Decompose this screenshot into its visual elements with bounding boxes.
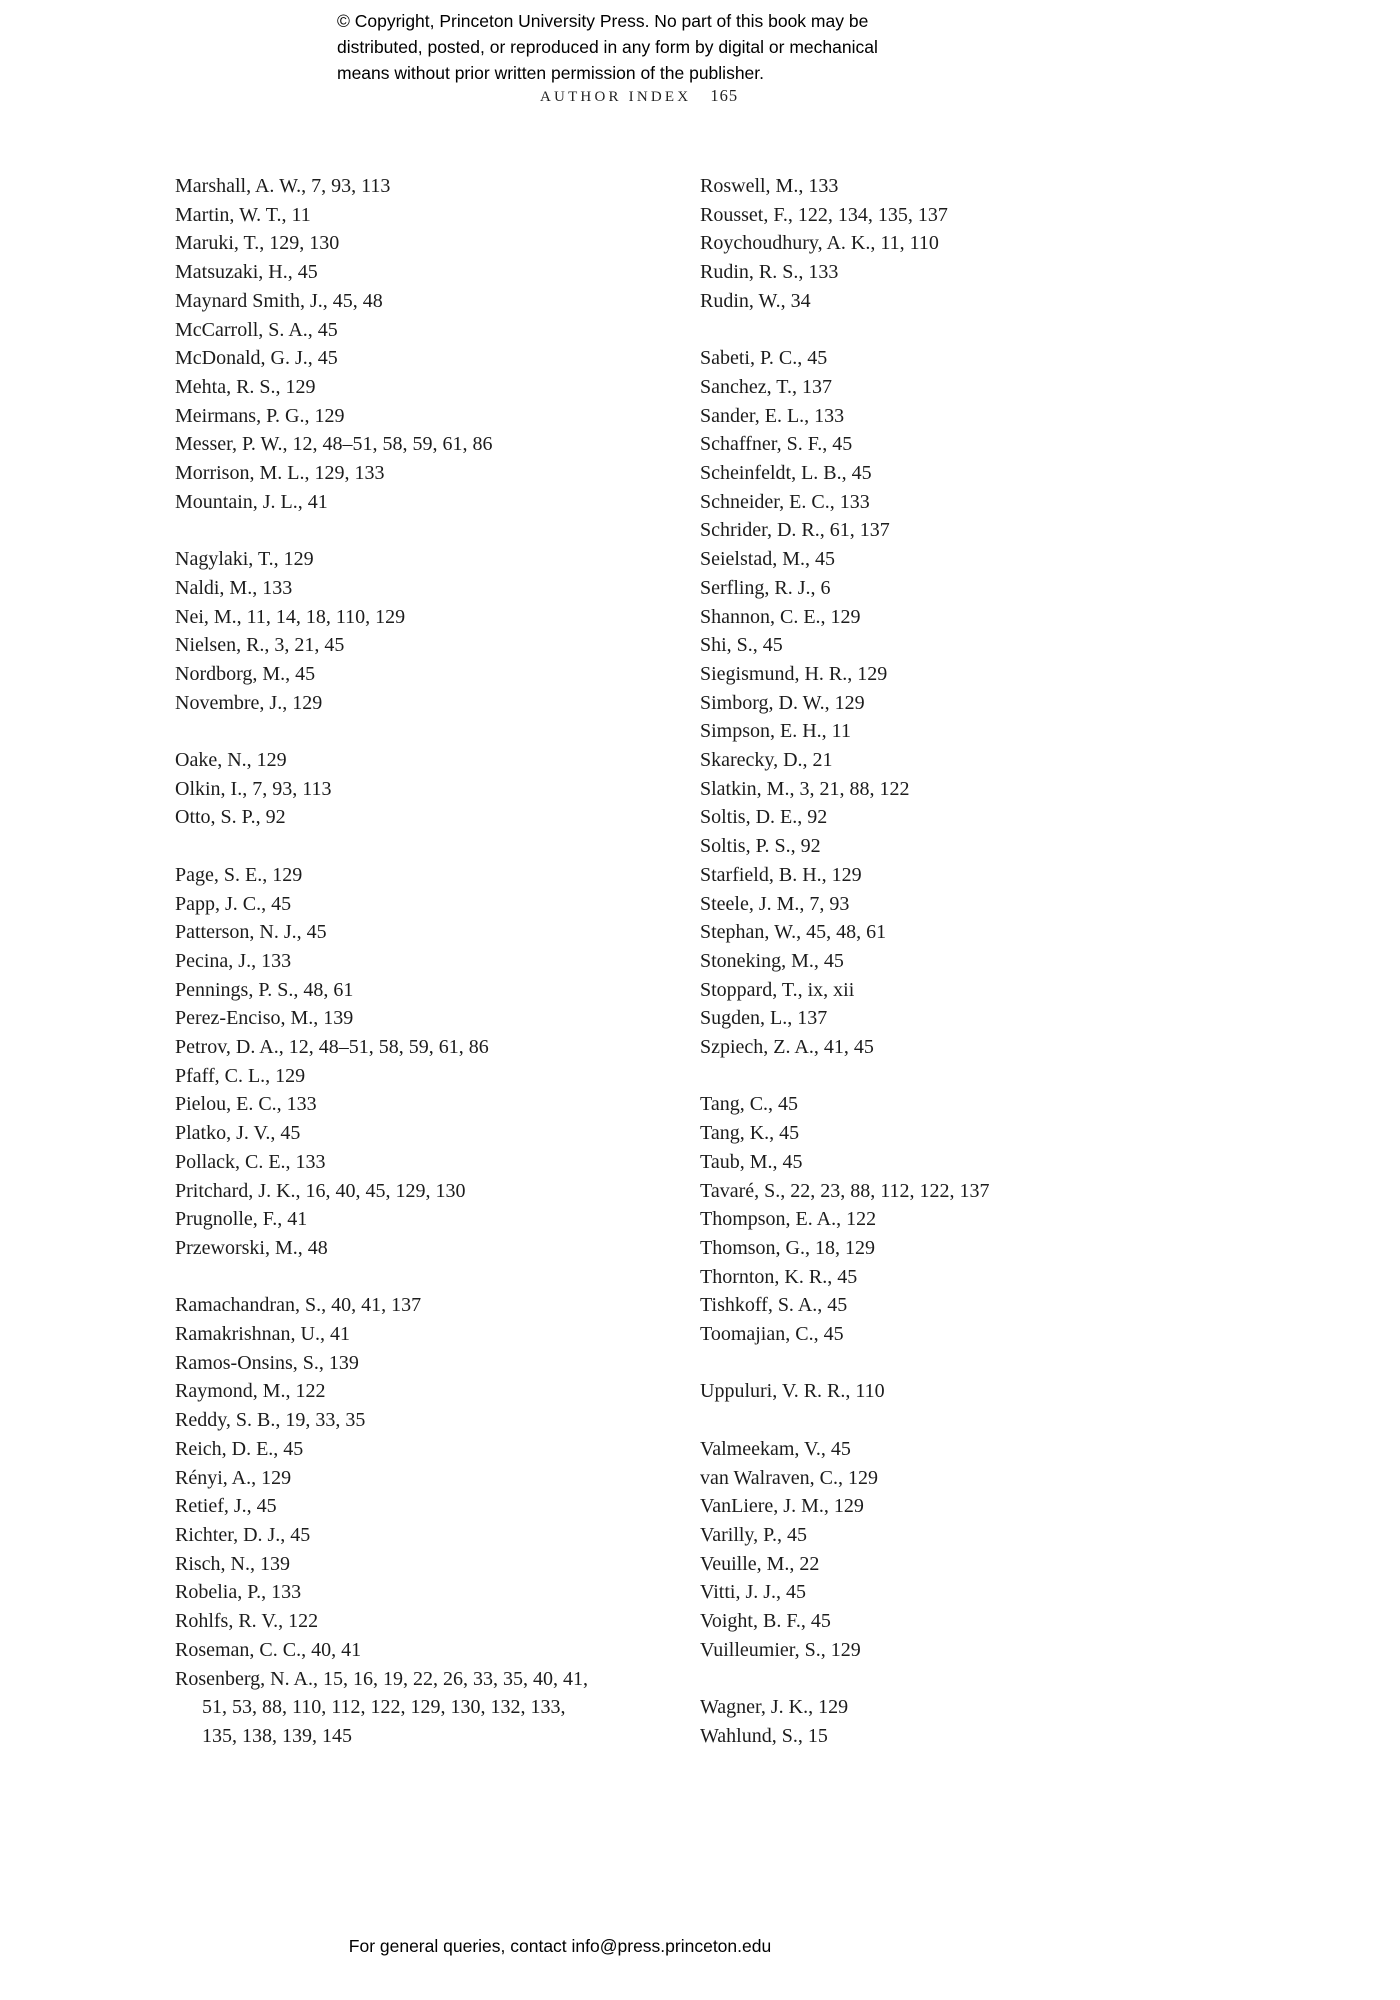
index-entry: Ramachandran, S., 40, 41, 137	[175, 1294, 422, 1317]
index-entry: Vuilleumier, S., 129	[700, 1638, 861, 1661]
index-entry: Pfaff, C. L., 129	[175, 1064, 306, 1087]
page-title: AUTHOR INDEX	[540, 89, 692, 105]
index-entry: Rényi, A., 129	[175, 1466, 292, 1489]
index-entry: Novembre, J., 129	[175, 691, 323, 714]
index-entry: Steele, J. M., 7, 93	[700, 892, 850, 915]
index-entry: Mountain, J. L., 41	[175, 490, 328, 513]
index-entry: Soltis, D. E., 92	[700, 806, 828, 829]
copyright-line-2: distributed, posted, or reproduced in any form by digital or mechanical	[337, 37, 878, 57]
index-letter-group	[700, 172, 1200, 316]
copyright-notice	[337, 8, 878, 86]
index-entry: Petrov, D. A., 12, 48–51, 58, 59, 61, 86	[175, 1036, 489, 1059]
index-entry: Schrider, D. R., 61, 137	[700, 519, 890, 542]
index-entry: Matsuzaki, H., 45	[175, 261, 318, 284]
index-entry: Patterson, N. J., 45	[175, 921, 327, 944]
index-entry: Stoneking, M., 45	[700, 949, 844, 972]
index-entry: Schaffner, S. F., 45	[700, 433, 853, 456]
index-entry: Rohlfs, R. V., 122	[175, 1610, 319, 1633]
copyright-line-1: © Copyright, Princeton University Press. No part of this book may be	[337, 11, 869, 31]
index-entry: Stephan, W., 45, 48, 61	[700, 921, 887, 944]
index-entry: Ramakrishnan, U., 41	[175, 1323, 350, 1346]
index-entry: Martin, W. T., 11	[175, 203, 311, 226]
index-entry: Tang, C., 45	[700, 1093, 799, 1116]
index-entry: Schneider, E. C., 133	[700, 490, 870, 513]
index-entry: Roswell, M., 133	[700, 175, 839, 197]
index-entry: Simpson, E. H., 11	[700, 720, 851, 743]
index-letter-group	[175, 172, 675, 516]
index-entry: Maruki, T., 129, 130	[175, 232, 340, 255]
index-entry: Valmeekam, V., 45	[700, 1437, 851, 1460]
index-entry: Toomajian, C., 45	[700, 1323, 844, 1346]
index-letter-group	[175, 545, 675, 717]
index-column-right	[700, 172, 1200, 1751]
index-entry: Marshall, A. W., 7, 93, 113	[175, 175, 391, 197]
index-entry: McDonald, G. J., 45	[175, 347, 338, 370]
index-entry: Tang, K., 45	[700, 1122, 800, 1145]
index-entry: Meirmans, P. G., 129	[175, 404, 345, 427]
index-entry: Simborg, D. W., 129	[700, 691, 865, 714]
index-entry: Richter, D. J., 45	[175, 1523, 311, 1546]
index-entry: Voight, B. F., 45	[700, 1610, 831, 1633]
index-entry: Thornton, K. R., 45	[700, 1265, 858, 1288]
index-entry: Oake, N., 129	[175, 749, 287, 772]
index-entry: Scheinfeldt, L. B., 45	[700, 462, 872, 485]
index-entry: Risch, N., 139	[175, 1552, 290, 1575]
index-entry: Skarecky, D., 21	[700, 749, 833, 772]
index-entry: Uppuluri, V. R. R., 110	[700, 1380, 885, 1403]
index-entry: Thomson, G., 18, 129	[700, 1236, 875, 1259]
index-letter-group	[175, 861, 675, 1263]
index-entry: Nagylaki, T., 129	[175, 548, 314, 571]
index-entry: Morrison, M. L., 129, 133	[175, 462, 385, 485]
copyright-line-3: means without prior written permission of the publisher.	[337, 63, 765, 83]
index-entry: Roychoudhury, A. K., 11, 110	[700, 232, 939, 255]
index-entry: Robelia, P., 133	[175, 1581, 302, 1604]
index-entry: Szpiech, Z. A., 41, 45	[700, 1036, 874, 1059]
index-entry: Przeworski, M., 48	[175, 1236, 328, 1259]
index-entry: Pennings, P. S., 48, 61	[175, 978, 354, 1001]
index-entry: Pielou, E. C., 133	[175, 1093, 317, 1116]
index-entry: Stoppard, T., ix, xii	[700, 978, 855, 1001]
index-entry: Pollack, C. E., 133	[175, 1150, 326, 1173]
index-entry: Pritchard, J. K., 16, 40, 45, 129, 130	[175, 1179, 466, 1202]
index-entry: van Walraven, C., 129	[700, 1466, 878, 1489]
index-entry: Varilly, P., 45	[700, 1523, 808, 1546]
index-entry: Messer, P. W., 12, 48–51, 58, 59, 61, 86	[175, 433, 493, 456]
index-entry: Rudin, W., 34	[700, 289, 811, 312]
index-entry: Maynard Smith, J., 45, 48	[175, 289, 383, 312]
index-letter-group	[175, 746, 675, 832]
index-entry: Raymond, M., 122	[175, 1380, 326, 1403]
index-entry: Prugnolle, F., 41	[175, 1208, 308, 1231]
index-entry-continuation: 135, 138, 139, 145	[202, 1724, 352, 1747]
index-entry: Serfling, R. J., 6	[700, 576, 831, 599]
index-entry: Rosenberg, N. A., 15, 16, 19, 22, 26, 33, 35, 40, 41,	[175, 1667, 588, 1690]
index-entry: Sugden, L., 137	[700, 1007, 828, 1030]
index-entry: McCarroll, S. A., 45	[175, 318, 338, 341]
index-entry: Tishkoff, S. A., 45	[700, 1294, 848, 1317]
index-entry: Nielsen, R., 3, 21, 45	[175, 634, 345, 657]
index-entry: Rousset, F., 122, 134, 135, 137	[700, 203, 948, 226]
index-entry: Soltis, P. S., 92	[700, 835, 821, 858]
index-entry: Wagner, J. K., 129	[700, 1696, 849, 1719]
index-entry: Roseman, C. C., 40, 41	[175, 1638, 362, 1661]
index-entry: Siegismund, H. R., 129	[700, 662, 888, 685]
footer-contact: For general queries, contact info@press.princeton.edu	[348, 1936, 772, 1956]
index-letter-group	[175, 1291, 675, 1750]
index-entry: Perez-Enciso, M., 139	[175, 1007, 354, 1030]
index-entry: Nei, M., 11, 14, 18, 110, 129	[175, 605, 406, 628]
index-entry: Retief, J., 45	[175, 1495, 277, 1518]
index-entry: Papp, J. C., 45	[175, 892, 292, 915]
index-entry: Sanchez, T., 137	[700, 375, 833, 398]
index-entry: Veuille, M., 22	[700, 1552, 820, 1575]
index-entry: Reddy, S. B., 19, 33, 35	[175, 1409, 366, 1432]
index-letter-group	[700, 1090, 1200, 1348]
index-entry-continuation: 51, 53, 88, 110, 112, 122, 129, 130, 132, 133,	[202, 1696, 566, 1719]
running-head	[540, 86, 738, 106]
index-entry: Slatkin, M., 3, 21, 88, 122	[700, 777, 910, 800]
index-letter-group	[700, 1377, 1200, 1406]
index-entry: Seielstad, M., 45	[700, 548, 835, 571]
index-entry: Starfield, B. H., 129	[700, 863, 862, 886]
index-entry: Olkin, I., 7, 93, 113	[175, 777, 332, 800]
index-entry: Shannon, C. E., 129	[700, 605, 861, 628]
index-entry: Sabeti, P. C., 45	[700, 347, 828, 370]
index-entry: Otto, S. P., 92	[175, 806, 286, 829]
page-number: 165	[710, 86, 739, 105]
index-entry: Taub, M., 45	[700, 1150, 803, 1173]
index-entry: Sander, E. L., 133	[700, 404, 845, 427]
index-entry: Naldi, M., 133	[175, 576, 293, 599]
index-entry: VanLiere, J. M., 129	[700, 1495, 864, 1518]
index-entry: Shi, S., 45	[700, 634, 783, 657]
index-entry: Reich, D. E., 45	[175, 1437, 304, 1460]
index-entry: Page, S. E., 129	[175, 863, 303, 886]
index-entry: Pecina, J., 133	[175, 949, 292, 972]
index-letter-group	[700, 1693, 1200, 1750]
index-letter-group	[700, 344, 1200, 1062]
index-entry: Ramos-Onsins, S., 139	[175, 1351, 359, 1374]
index-column-left	[175, 172, 675, 1751]
index-entry: Nordborg, M., 45	[175, 662, 316, 685]
index-entry: Tavaré, S., 22, 23, 88, 112, 122, 137	[700, 1179, 990, 1202]
index-entry: Rudin, R. S., 133	[700, 261, 839, 284]
index-entry: Platko, J. V., 45	[175, 1122, 301, 1145]
index-entry: Vitti, J. J., 45	[700, 1581, 807, 1604]
index-letter-group	[700, 1435, 1200, 1665]
index-entry: Wahlund, S., 15	[700, 1724, 828, 1747]
index-entry: Thompson, E. A., 122	[700, 1208, 877, 1231]
index-entry: Mehta, R. S., 129	[175, 375, 316, 398]
